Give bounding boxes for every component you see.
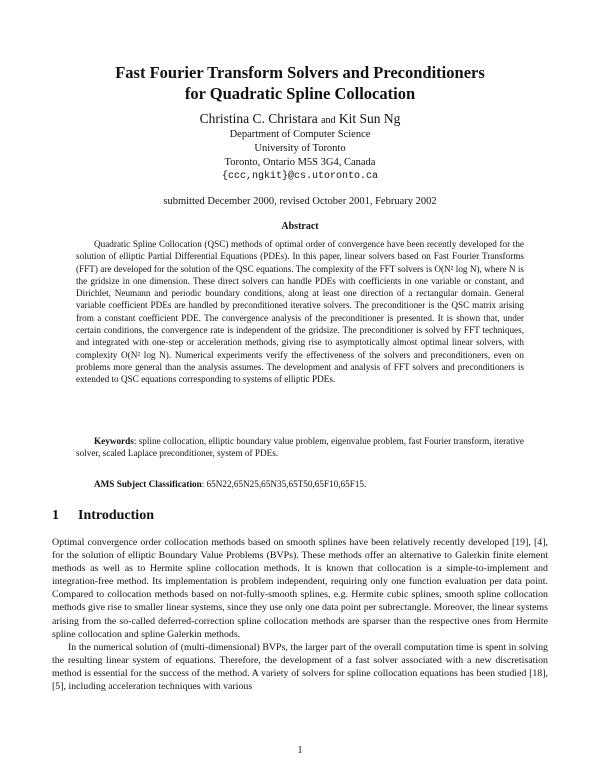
paragraph-1: Optimal convergence order collocation methods based on smooth splines have been relatively recently developed [19], [4], for the solution of elliptic Boundary Value Problems (BVPs). These methods offer an alternative to Galerkin finite element methods as well as to Hermite spline collocation methods. It is known that collocation is a simple-to-implement and integration-free method. Its implementation is problem independent, requiring only one function evaluation per data point. Compared to collocation methods based on not-fully-smooth splines, e.g. Hermite cubic splines, smooth spline collocation methods give rise to smaller linear systems, since they use only one data point per subrectangle. Moreover, the linear systems arising from the so-called deferred-correction spline collocation methods are sparser than the respective ones from Hermite spline collocation and spline Galerkin methods.: [52, 537, 548, 640]
author-conjunction: and: [321, 115, 336, 126]
affiliation-dept: Department of Computer Science: [229, 129, 371, 140]
keywords-text: : spline collocation, elliptic boundary value problem, eigenvalue problem, fast Fourier transform, iterative solver, scaled Laplace preconditioner, system of PDEs.: [76, 436, 524, 459]
keywords: [76, 435, 524, 460]
submission-dates: submitted December 2000, revised October 2001, February 2002: [163, 196, 437, 207]
section-body: [52, 536, 548, 693]
affiliation: [0, 128, 600, 184]
abstract-text: Quadratic Spline Collocation (QSC) methods of optimal order of convergence have been recently developed for the solution of elliptic Partial Differential Equations (PDEs). In this paper, linear solvers based on Fast Fourier Transforms (FFT) are developed for the solution of the QSC equations. The complexity of the FFT solvers is O(N² log N), where N is the gridsize in one dimension. These direct solvers can handle PDEs with coefficients in one variable or constant, and Dirichlet, Neumann and periodic boundary conditions, along at least one direction of a rectangular domain. General variable coefficient PDEs are handled by preconditioned iterative solvers. The preconditioner is the QSC matrix arising from a constant coefficient PDE. The convergence analysis of the preconditioner is presented. It is shown that, under certain conditions, the convergence rate is independent of the gridsize. The preconditioner is solved by FFT techniques, and integrated with one-step or acceleration methods, giving rise to asymptotically almost optimal linear solvers, with complexity O(N² log N). Numerical experiments verify the effectiveness of the solvers and preconditioners, even on problems more general than the analysis assumes. The development and analysis of FFT solvers and preconditioners is extended to QSC equations corresponding to systems of elliptic PDEs.: [76, 239, 524, 385]
title-line-2: for Quadratic Spline Collocation: [184, 84, 416, 103]
keywords-label: Keywords: [94, 436, 134, 446]
ams-text: : 65N22,65N25,65N35,65T50,65F10,65F15.: [201, 479, 367, 489]
author-1: Christina C. Christara: [199, 111, 318, 126]
section-number: 1: [52, 508, 59, 523]
page-number: 1: [297, 745, 303, 756]
author-2: Kit Sun Ng: [338, 111, 401, 126]
paper-title: [0, 62, 600, 104]
abstract-heading: Abstract: [281, 221, 319, 232]
section-heading: [52, 508, 552, 524]
section-title: Introduction: [78, 508, 154, 523]
author-list: [0, 111, 600, 129]
title-line-1: Fast Fourier Transform Solvers and Preconditioners: [115, 63, 485, 82]
ams-label: AMS Subject Classification: [94, 479, 202, 489]
paragraph-2: In the numerical solution of (multi-dimensional) BVPs, the larger part of the overall computation time is spent in solving the resulting linear system of equations. Therefore, the development of a fast solver associated with a new discretisation method is essential for the success of the method. A variety of solvers for spline collocation equations has been studied [18], [5], including acceleration techniques with various: [52, 641, 548, 693]
affiliation-university: University of Toronto: [254, 143, 346, 154]
affiliation-email: {ccc,ngkit}@cs.utoronto.ca: [221, 171, 379, 182]
ams-classification: [76, 478, 524, 490]
affiliation-address: Toronto, Ontario M5S 3G4, Canada: [224, 157, 376, 168]
